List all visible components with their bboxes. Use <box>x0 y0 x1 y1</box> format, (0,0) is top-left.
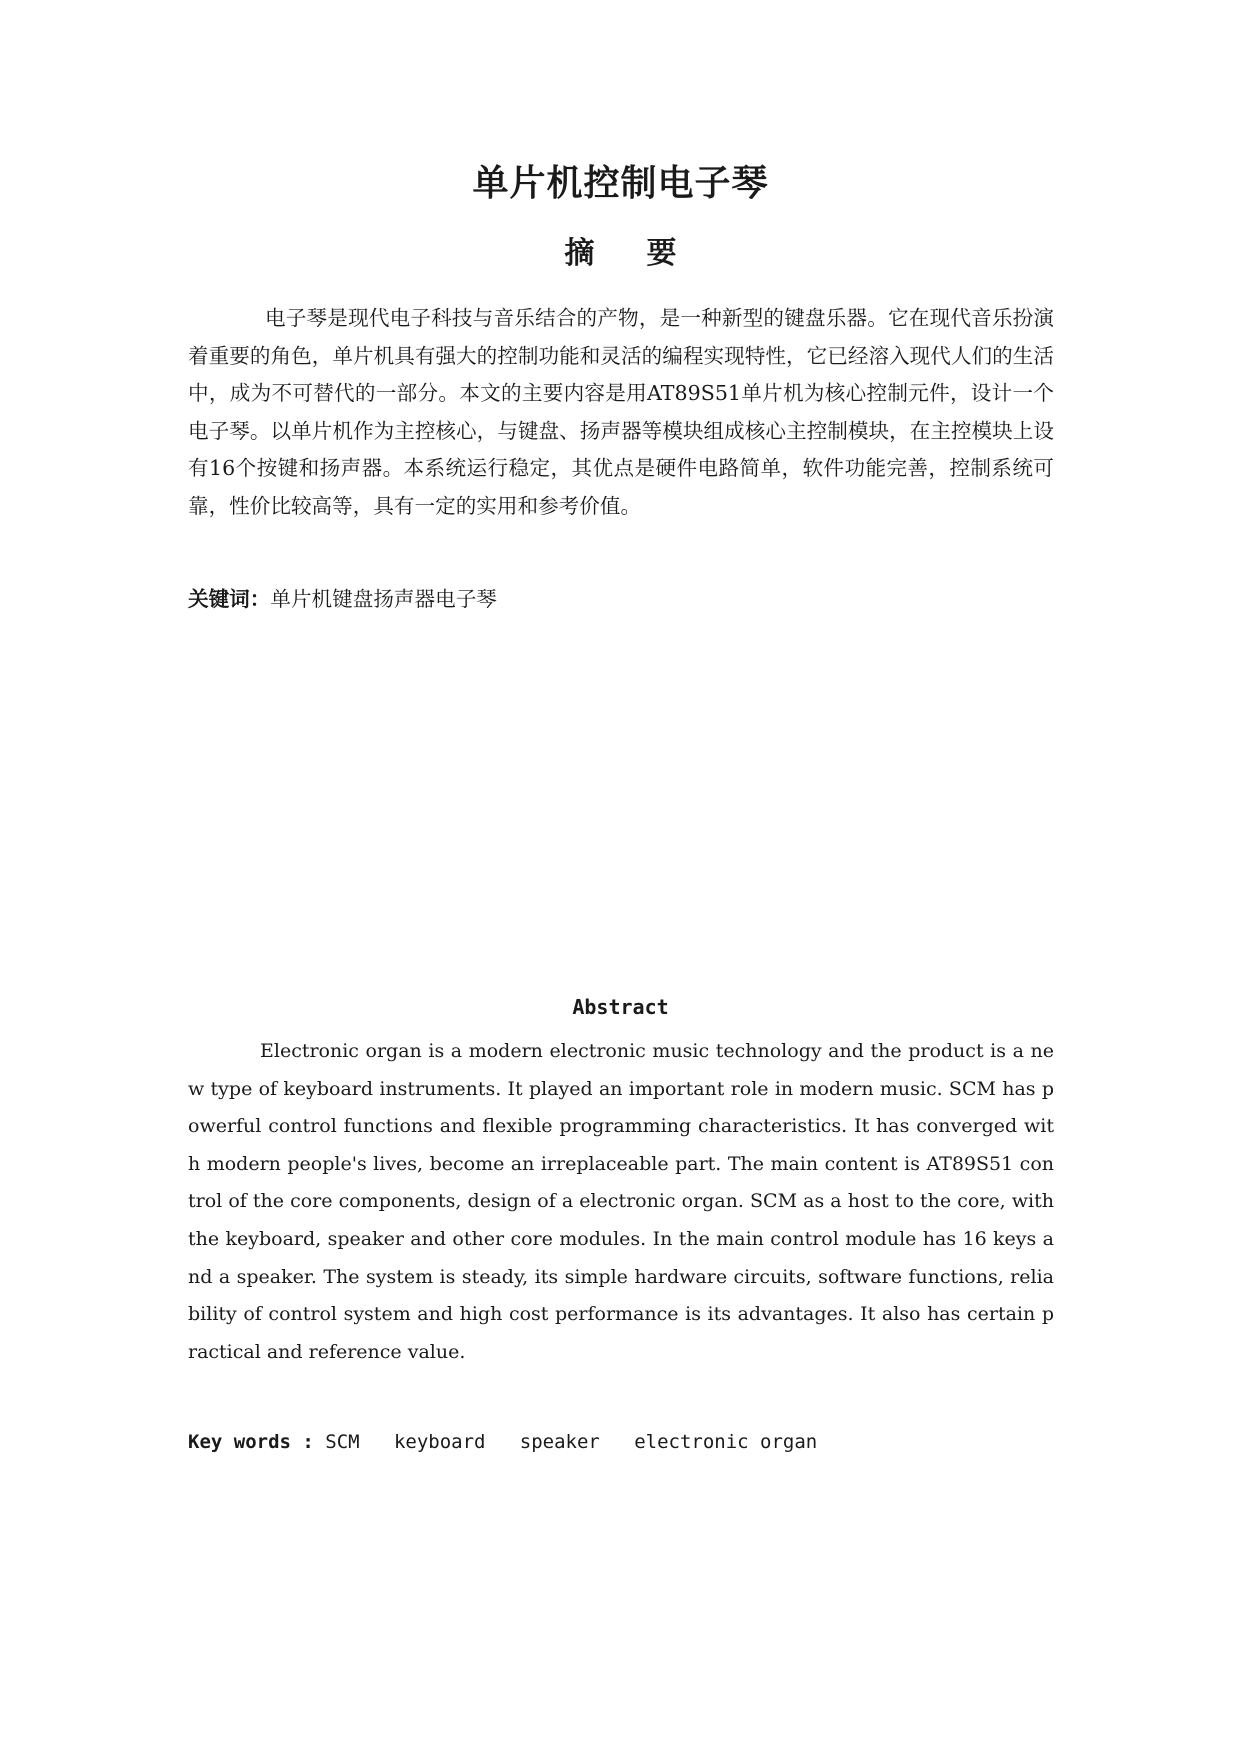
chinese-keywords <box>188 580 497 618</box>
english-keyword: keyboard <box>393 1431 486 1453</box>
english-keywords-label: Key words : <box>188 1431 314 1453</box>
english-keyword: SCM <box>325 1431 360 1453</box>
english-keyword: speaker <box>519 1431 600 1453</box>
chinese-abstract-heading-part2: 要 <box>646 236 677 271</box>
english-keyword: electronic organ <box>634 1431 818 1453</box>
chinese-abstract-heading-part1: 摘 <box>564 236 595 271</box>
english-abstract-body: Electronic organ is a modern electronic music technology and the product is a new type of keyboard instruments. It played an important role in modern music. SCM has powerful control functions and flexible programming characteristics. It has converged with modern people's lives, become an irreplaceable part. The main content is AT89S51 control of the core components, design of a electronic organ. SCM as a host to the core, with the keyboard, speaker and other core modules. In the main control module has 16 keys and a speaker. The system is steady, its simple hardware circuits, software functions, reliability of control system and high cost performance is its advantages. It also has certain practical and reference value. <box>188 1040 1054 1363</box>
chinese-abstract-body: 电子琴是现代电子科技与音乐结合的产物，是一种新型的键盘乐器。它在现代音乐扮演着重要的角色，单片机具有强大的控制功能和灵活的编程实现特性，它已经溶入现代人们的生活中，成为不可替代的一部分。本文的主要内容是用AT89S51单片机为核心控制元件，设计一个电子琴。以单片机作为主控核心，与键盘、扬声器等模块组成核心主控制模块，在主控模块上设有16个按键和扬声器。本系统运行稳定，其优点是硬件电路简单，软件功能完善，控制系统可靠，性价比较高等，具有一定的实用和参考价值。 <box>188 306 1054 518</box>
english-keywords <box>188 1424 817 1460</box>
english-abstract-heading: Abstract <box>572 995 669 1019</box>
chinese-abstract-heading <box>0 232 1241 276</box>
document-title: 单片机控制电子琴 <box>472 162 769 204</box>
chinese-keywords-label: 关键词： <box>188 587 271 611</box>
chinese-keywords-text: 单片机键盘扬声器电子琴 <box>270 587 497 611</box>
